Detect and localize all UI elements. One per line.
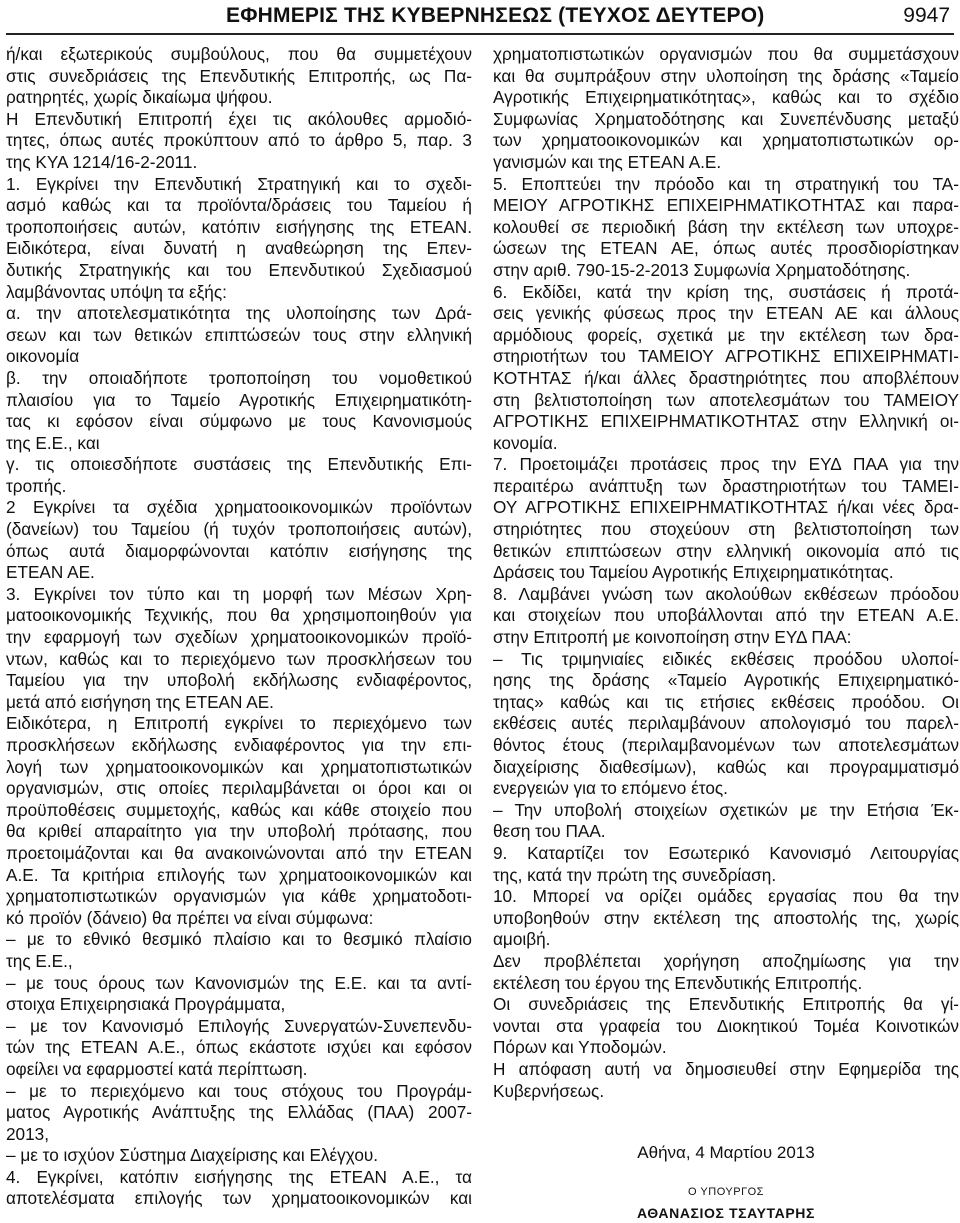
text-line: και στοιχείων που υποβάλλονται από την ΕΤΕΑΝ Α.Ε.: [493, 605, 959, 626]
text-line: ή/και εξωτερικούς συμβούλους, που θα συμμετέχουν: [6, 44, 472, 64]
text-line: αμοιβή.: [493, 929, 551, 950]
text-line: αρμόδιους φορείς, σχετικά με την εκτέλεση των δρα-: [493, 324, 959, 345]
text-line: ματος Αγροτικής Ανάπτυξης της Ελλάδας (ΠΑΑ) 2007-: [6, 1102, 472, 1123]
text-line: – με το ισχύον Σύστημα Διαχείρισης και Ελέγχου.: [6, 1145, 379, 1166]
text-line: – με το εθνικό θεσμικό πλαίσιο και το θεσμικό πλαίσιο: [6, 929, 472, 950]
text-line: και θα συμπράξουν στην υλοποίηση της δράσης «Ταμείο: [493, 65, 959, 86]
text-line: θετικών επιπτώσεων στην ελληνική οικονομία από τις: [493, 540, 959, 561]
text-line: σεις γενικής φύσεως προς την ΕΤΕΑΝ ΑΕ και άλλους: [493, 303, 959, 324]
text-line: ματοοικονομικής Τεχνικής, που θα χρησιμοποιηθούν για: [6, 605, 472, 626]
text-line: περαιτέρω ανάπτυξη των δραστηριοτήτων του ΤΑΜΕΙ-: [493, 475, 959, 496]
text-line: ΚΟΤΗΤΑΣ ή/και άλλες δραστηριότητες που αποβλέπουν: [493, 367, 959, 388]
text-line: – με το περιεχόμενο και τους στόχους του Προγράμ-: [6, 1080, 472, 1101]
text-line: 4. Εγκρίνει, κατόπιν εισήγησης της ΕΤΕΑΝ Α.Ε., τα: [6, 1166, 472, 1187]
text-line: ώσεων της ΕΤΕΑΝ ΑΕ, όπως αυτές προσδιορίστηκαν: [493, 238, 959, 259]
text-line: χρηματοπιστωτικών οργανισμών που θα συμμετάσχουν: [493, 44, 959, 64]
text-line: – με τον Κανονισμό Επιλογής Συνεργατών-Συνεπενδυ-: [6, 1015, 472, 1036]
text-line: ρατηρητές, χωρίς δικαίωμα ψήφου.: [6, 87, 273, 108]
text-line: αποτελέσματα επιλογής των χρηματοοικονομικών και: [6, 1188, 472, 1209]
text-line: (δανείων) του Ταμείου (ή τυχόν τροποποιήσεις αυτών),: [6, 519, 472, 540]
text-line: ΟΥ ΑΓΡΟΤΙΚΗΣ ΕΠΙΧΕΙΡΗΜΑΤΙΚΟΤΗΤΑΣ ή/και νέες δρα-: [493, 497, 959, 518]
text-line: θεση του ΠΑΑ.: [493, 821, 606, 842]
text-line: οργανισμών, στις οποίες περιλαμβάνεται οι όροι και οι: [6, 778, 472, 799]
text-line: – Την υποβολή στοιχείων σχετικών με την Ετήσια Έκ-: [493, 799, 959, 820]
text-line: ασμό καθώς και τα προϊόντα/δράσεις του Ταμείου ή: [6, 195, 472, 216]
text-line: ΕΤΕΑΝ ΑΕ.: [6, 562, 95, 583]
text-line: προετοιμάζονται και θα ανακοινώνονται από την ΕΤΕΑΝ: [6, 842, 472, 863]
text-line: τητας» καθώς και τις ετήσιες εκθέσεις προόδου. Οι: [493, 691, 959, 712]
text-line: λογή των χρηματοοικονομικών και χρηματοπιστωτικών: [6, 756, 472, 777]
text-line: διαχείρισης διαθεσίμων), καθώς και προγραμματισμό: [493, 756, 959, 777]
text-line: γ. τις οποιεσδήποτε συστάσεις της Επενδυτικής Επι-: [6, 454, 472, 475]
text-line: Συμφωνίας Χρηματοδότησης και Συνεπένδυσης μεταξύ: [493, 108, 959, 129]
text-line: Οι συνεδριάσεις της Επενδυτικής Επιτροπής θα γί-: [493, 994, 959, 1015]
text-line: πλαισίου για το Ταμείο Αγροτικής Επιχειρηματικότη-: [6, 389, 472, 410]
text-line: Πόρων και Υποδομών.: [493, 1037, 667, 1058]
text-line: σεων και των θετικών επιπτώσεών τους στην ελληνική: [6, 324, 472, 345]
right-text-column: [493, 44, 959, 1102]
signature-role: Ο ΥΠΟΥΡΓΟΣ: [688, 1186, 764, 1198]
text-line: – Τις τριμηνιαίες ειδικές εκθέσεις προόδου υλοποί-: [493, 648, 959, 669]
text-line: 8. Λαμβάνει γνώση των ακολούθων εκθέσεων πρόοδου: [493, 583, 959, 604]
text-line: θα κριθεί απαραίτητο για την υποβολή πρότασης, που: [6, 821, 472, 842]
text-line: τών της ΕΤΕΑΝ Α.Ε., όπως εκάστοτε ισχύει και εφόσον: [6, 1037, 472, 1058]
gazette-title: ΕΦΗΜΕΡΙΣ ΤΗΣ ΚΥΒΕΡΝΗΣΕΩΣ (ΤΕΥΧΟΣ ΔΕΥΤΕΡΟ): [226, 4, 765, 27]
text-line: ΜΕΙΟΥ ΑΓΡΟΤΙΚΗΣ ΕΠΙΧΕΙΡΗΜΑΤΙΚΟΤΗΤΑΣ και παρα-: [493, 195, 959, 216]
text-line: 9. Καταρτίζει τον Εσωτερικό Κανονισμό Λειτουργίας: [493, 842, 959, 863]
text-line: 6. Εκδίδει, κατά την κρίση της, συστάσεις ή προτά-: [493, 281, 959, 302]
text-line: Ειδικότερα, είναι δυνατή η αναθεώρηση της Επεν-: [6, 238, 472, 259]
signature-name: ΑΘΑΝΑΣΙΟΣ ΤΣΑΥΤΑΡΗΣ: [636, 1205, 816, 1221]
text-line: ΑΓΡΟΤΙΚΗΣ ΕΠΙΧΕΙΡΗΜΑΤΙΚΟΤΗΤΑΣ στην Ελληνική οι-: [493, 411, 959, 432]
text-line: στηριοτήτων του ΤΑΜΕΙΟΥ ΑΓΡΟΤΙΚΗΣ ΕΠΙΧΕΙΡΗΜΑΤΙ-: [493, 346, 959, 367]
text-line: προϋποθέσεις συμμετοχής, καθώς και κάθε στοιχείο που: [6, 799, 472, 820]
text-line: την εφαρμογή των σχεδίων χρηματοοικονομικών προϊό-: [6, 627, 472, 648]
text-line: εκθέσεις αυτές περιλαμβάνουν απολογισμό του παρελ-: [493, 713, 959, 734]
text-line: ενεργειών για το επόμενο έτος.: [493, 778, 728, 799]
text-line: 10. Μπορεί να ορίζει ομάδες εργασίας που θα την: [493, 886, 959, 907]
text-line: τας κι εφόσον είναι σύμφωνο με τους Κανονισμούς: [6, 411, 472, 432]
signature-date: Αθήνα, 4 Μαρτίου 2013: [637, 1143, 815, 1162]
text-line: στην αριθ. 790-15-2-2013 Συμφωνία Χρηματοδότησης.: [493, 259, 911, 280]
text-line: Δεν προβλέπεται χορήγηση αποζημίωσης για την: [493, 950, 959, 971]
text-line: β. την οποιαδήποτε τροποποίηση του νομοθετικού: [6, 367, 472, 388]
page-header: [0, 0, 960, 36]
text-line: ντων, καθώς και το περιεχόμενο των προσκλήσεων του: [6, 648, 472, 669]
text-line: Αγροτικής Επιχειρηματικότητας», καθώς και το σχέδιο: [493, 87, 959, 108]
text-line: Κυβερνήσεως.: [493, 1080, 605, 1101]
text-line: στις συνεδριάσεις της Επενδυτικής Επιτροπής, ως Πα-: [6, 65, 472, 86]
text-line: μετά από εισήγηση της ΕΤΕΑΝ ΑΕ.: [6, 691, 274, 712]
text-line: στην Επιτροπή με κοινοποίηση στην ΕΥΔ ΠΑΑ:: [493, 627, 852, 648]
text-line: 2 Εγκρίνει τα σχέδια χρηματοοικονομικών προϊόντων: [6, 497, 472, 518]
page-number: 9947: [903, 4, 950, 27]
text-line: οφείλει να εφαρμοστεί κατά περίπτωση.: [6, 1058, 308, 1079]
text-line: 3. Εγκρίνει τον τύπο και τη μορφή των Μέσων Χρη-: [6, 583, 472, 604]
text-line: της, κατά την πρώτη της συνεδρίαση.: [493, 864, 777, 885]
text-line: κό προϊόν (δάνειο) θα πρέπει να είναι σύμφωνα:: [6, 907, 374, 928]
text-line: κολουθεί σε περιοδική βάση την εκτέλεση των υποχρε-: [493, 216, 959, 237]
text-line: τροπής.: [6, 475, 67, 496]
text-line: της ΚΥΑ 1214/16-2-2011.: [6, 151, 198, 172]
text-line: χρηματοπιστωτικών οργανισμών για κάθε χρηματοδοτι-: [6, 886, 472, 907]
text-line: προσκλήσεων εκδήλωσης ενδιαφέροντος για την επι-: [6, 735, 472, 755]
text-line: οικονομία: [6, 346, 80, 367]
text-line: λαμβάνοντας υπόψη τα εξής:: [6, 281, 227, 302]
text-line: Ειδικότερα, η Επιτροπή εγκρίνει το περιεχόμενο των: [6, 713, 472, 734]
text-line: 1. Εγκρίνει την Επενδυτική Στρατηγική και το σχεδι-: [6, 173, 472, 194]
text-line: κονομία.: [493, 432, 558, 453]
text-line: δυτικής Στρατηγικής και του Επενδυτικού Σχεδιασμού: [6, 259, 472, 280]
text-line: τροποποιήσεις αυτών, κατόπιν εισήγησης της ΕΤΕΑΝ.: [6, 216, 472, 237]
text-line: υποβοηθούν στην εκτέλεση της αποστολής της, χωρίς: [493, 907, 959, 928]
header-divider: [6, 33, 954, 35]
text-line: Η Επενδυτική Επιτροπή έχει τις ακόλουθες αρμοδιό-: [6, 108, 472, 129]
text-line: γανισμών και της ΕΤΕΑΝ Α.Ε.: [493, 151, 722, 172]
text-line: στηριότητες που στοχεύουν στη βελτιστοποίηση των: [493, 519, 959, 540]
text-line: στη βελτιστοποίηση των αποτελεσμάτων του ΤΑΜΕΙΟΥ: [493, 389, 959, 410]
text-line: της Ε.Ε.,: [6, 950, 73, 971]
text-line: – με τους όρους των Κανονισμών της Ε.Ε. και τα αντί-: [6, 972, 472, 993]
text-line: στοιχα Επιχειρησιακά Προγράμματα,: [6, 994, 286, 1015]
text-line: ησης της δράσης «Ταμείο Αγροτικής Επιχειρηματικό-: [493, 670, 959, 691]
left-text-column: [6, 44, 472, 1210]
text-line: α. την αποτελεσματικότητα της υλοποίησης των Δρά-: [6, 303, 472, 324]
text-line: όπως αυτά διαμορφώνονται κατόπιν εισήγησης της: [6, 540, 472, 561]
text-line: Η απόφαση αυτή να δημοσιευθεί στην Εφημερίδα της: [493, 1058, 959, 1079]
text-line: Ταμείου για την υποβολή εκδήλωσης ενδιαφέροντος,: [6, 670, 472, 691]
text-line: τητες, όπως αυτές προκύπτουν από το άρθρο 5, παρ. 3: [6, 130, 472, 151]
text-line: Α.Ε. Τα κριτήρια επιλογής των χρηματοοικονομικών και: [6, 864, 472, 885]
text-line: 2013,: [6, 1123, 50, 1144]
text-line: θόντος έτους (περιλαμβανομένων των αποτελεσμάτων: [493, 735, 959, 755]
text-line: της Ε.Ε., και: [6, 432, 100, 453]
text-line: 7. Προετοιμάζει προτάσεις προς την ΕΥΔ ΠΑΑ για την: [493, 454, 959, 475]
text-line: των χρηματοοικονομικών και χρηματοπιστωτικών ορ-: [493, 130, 959, 151]
text-line: εκτέλεση του έργου της Επενδυτικής Επιτροπής.: [493, 972, 863, 993]
text-line: νονται στα γραφεία του Διοκητικού Τομέα Κοινοτικών: [493, 1015, 959, 1036]
text-line: 5. Εποπτεύει την πρόοδο και τη στρατηγική του ΤΑ-: [493, 173, 959, 194]
text-line: Δράσεις του Ταμείου Αγροτικής Επιχειρηματικότητας.: [493, 562, 894, 583]
